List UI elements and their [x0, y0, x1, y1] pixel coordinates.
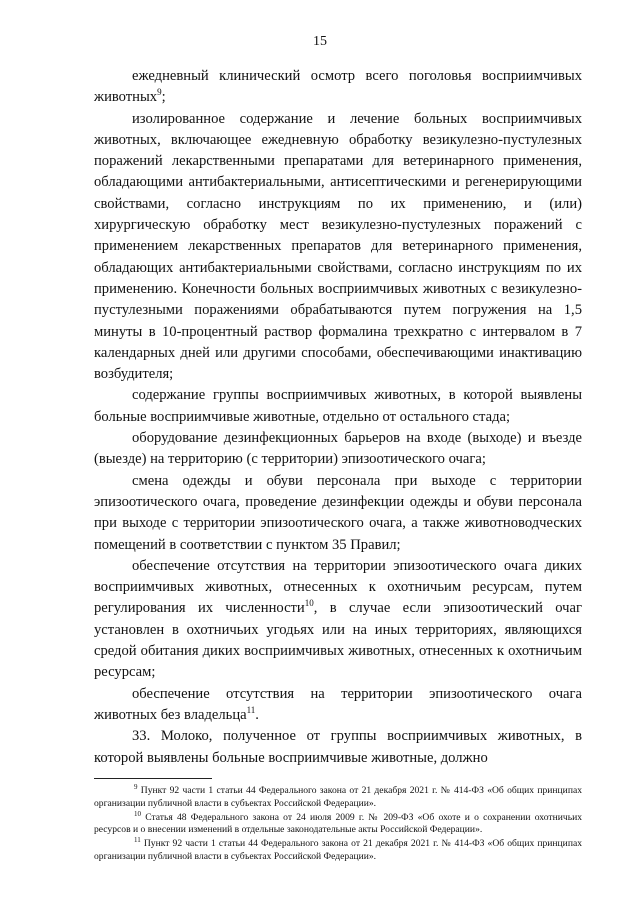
footnotes — [94, 785, 582, 865]
paragraph-ownerless-animals: обеспечение отсутствия на территории эпизоотического очага животных без владельца$^{11}$. — [94, 685, 582, 723]
paragraph-wild-animals: обеспечение отсутствия на территории эпизоотического очага диких восприимчивых животных, отнесенных к охотничьим ресурсам, путем регулирования их численности$^{10}$, в случае если эпизоотический очаг установлен в охотничьих угодьях или на иных территориях, являющихся средой обитания диких восприимчивых животных, отнесенных к охотничьим ресурсам; — [94, 557, 582, 681]
footnote-ref-10: 10 — [304, 598, 314, 609]
footnote-10: $^{10}$ Статья 48 Федерального закона от 24 июля 2009 г. № 209-ФЗ «Об охоте и о сохранении охотничьих ресурсов и о внесении изменений в отдельные законодательные акты Российской Федерации». — [94, 809, 582, 836]
paragraph-clothing-change: смена одежды и обуви персонала при выходе с территории эпизоотического очага, проведение дезинфекции одежды и обуви персонала при выходе с территории эпизоотического очага, а также животноводческих помещений в соответствии с пунктом 35 Правил; — [94, 472, 582, 553]
footnote-ref-11: 11 — [246, 704, 256, 715]
footnote-ref-9: 9 — [157, 87, 162, 98]
footnote-9: $^9$ Пункт 92 части 1 статьи 44 Федерального закона от 21 декабря 2021 г. № 414-ФЗ «Об общих принципах организации публичной власти в субъектах Российской Федерации». — [94, 783, 583, 809]
paragraph-separate-keeping: содержание группы восприимчивых животных, в которой выявлены больные восприимчивые животные, отдельно от остального стада; — [94, 387, 582, 425]
footnote-separator — [94, 778, 212, 779]
paragraph-isolated-treatment: изолированное содержание и лечение больных восприимчивых животных, включающее ежедневную обработку везикулезно-пустулезных поражений лекарственными препаратами для ветеринарного применения, обладающими антибактериальными, антисептическими и регенерирующими свойствами, согласно инструкциям по их применению, и (или) хирургическую обработку мест везикулезно-пустулезных поражений с применением лекарственных препаратов для ветеринарного применения, обладающих антибактериальными свойствами, согласно инструкциям по их применению. Конечности больных восприимчивых животных с везикулезно-пустулезными поражениями обрабатываются путем погружения на 1,5 минуты в 10-процентный раствор формалина трехкратно с интервалом в 7 календарных дней или другими способами, обеспечивающими инактивацию возбудителя; — [94, 110, 582, 383]
paragraph-disinfection-barriers: оборудование дезинфекционных барьеров на входе (выходе) и въезде (выезде) на территорию (с территории) эпизоотического очага; — [94, 430, 582, 468]
document-body — [94, 66, 582, 769]
page-number: 15 — [313, 34, 327, 49]
paragraph-daily-inspection: ежедневный клинический осмотр всего поголовья восприимчивых животных$^9$; — [94, 68, 582, 106]
paragraph-milk-33: 33. Молоко, полученное от группы восприимчивых животных, в которой выявлены больные восприимчивые животные, должно — [94, 728, 582, 766]
footnote-11: $^{11}$ Пункт 92 части 1 статьи 44 Федерального закона от 21 декабря 2021 г. № 414-ФЗ «Об общих принципах организации публичной власти в субъектах Российской Федерации». — [94, 836, 583, 862]
